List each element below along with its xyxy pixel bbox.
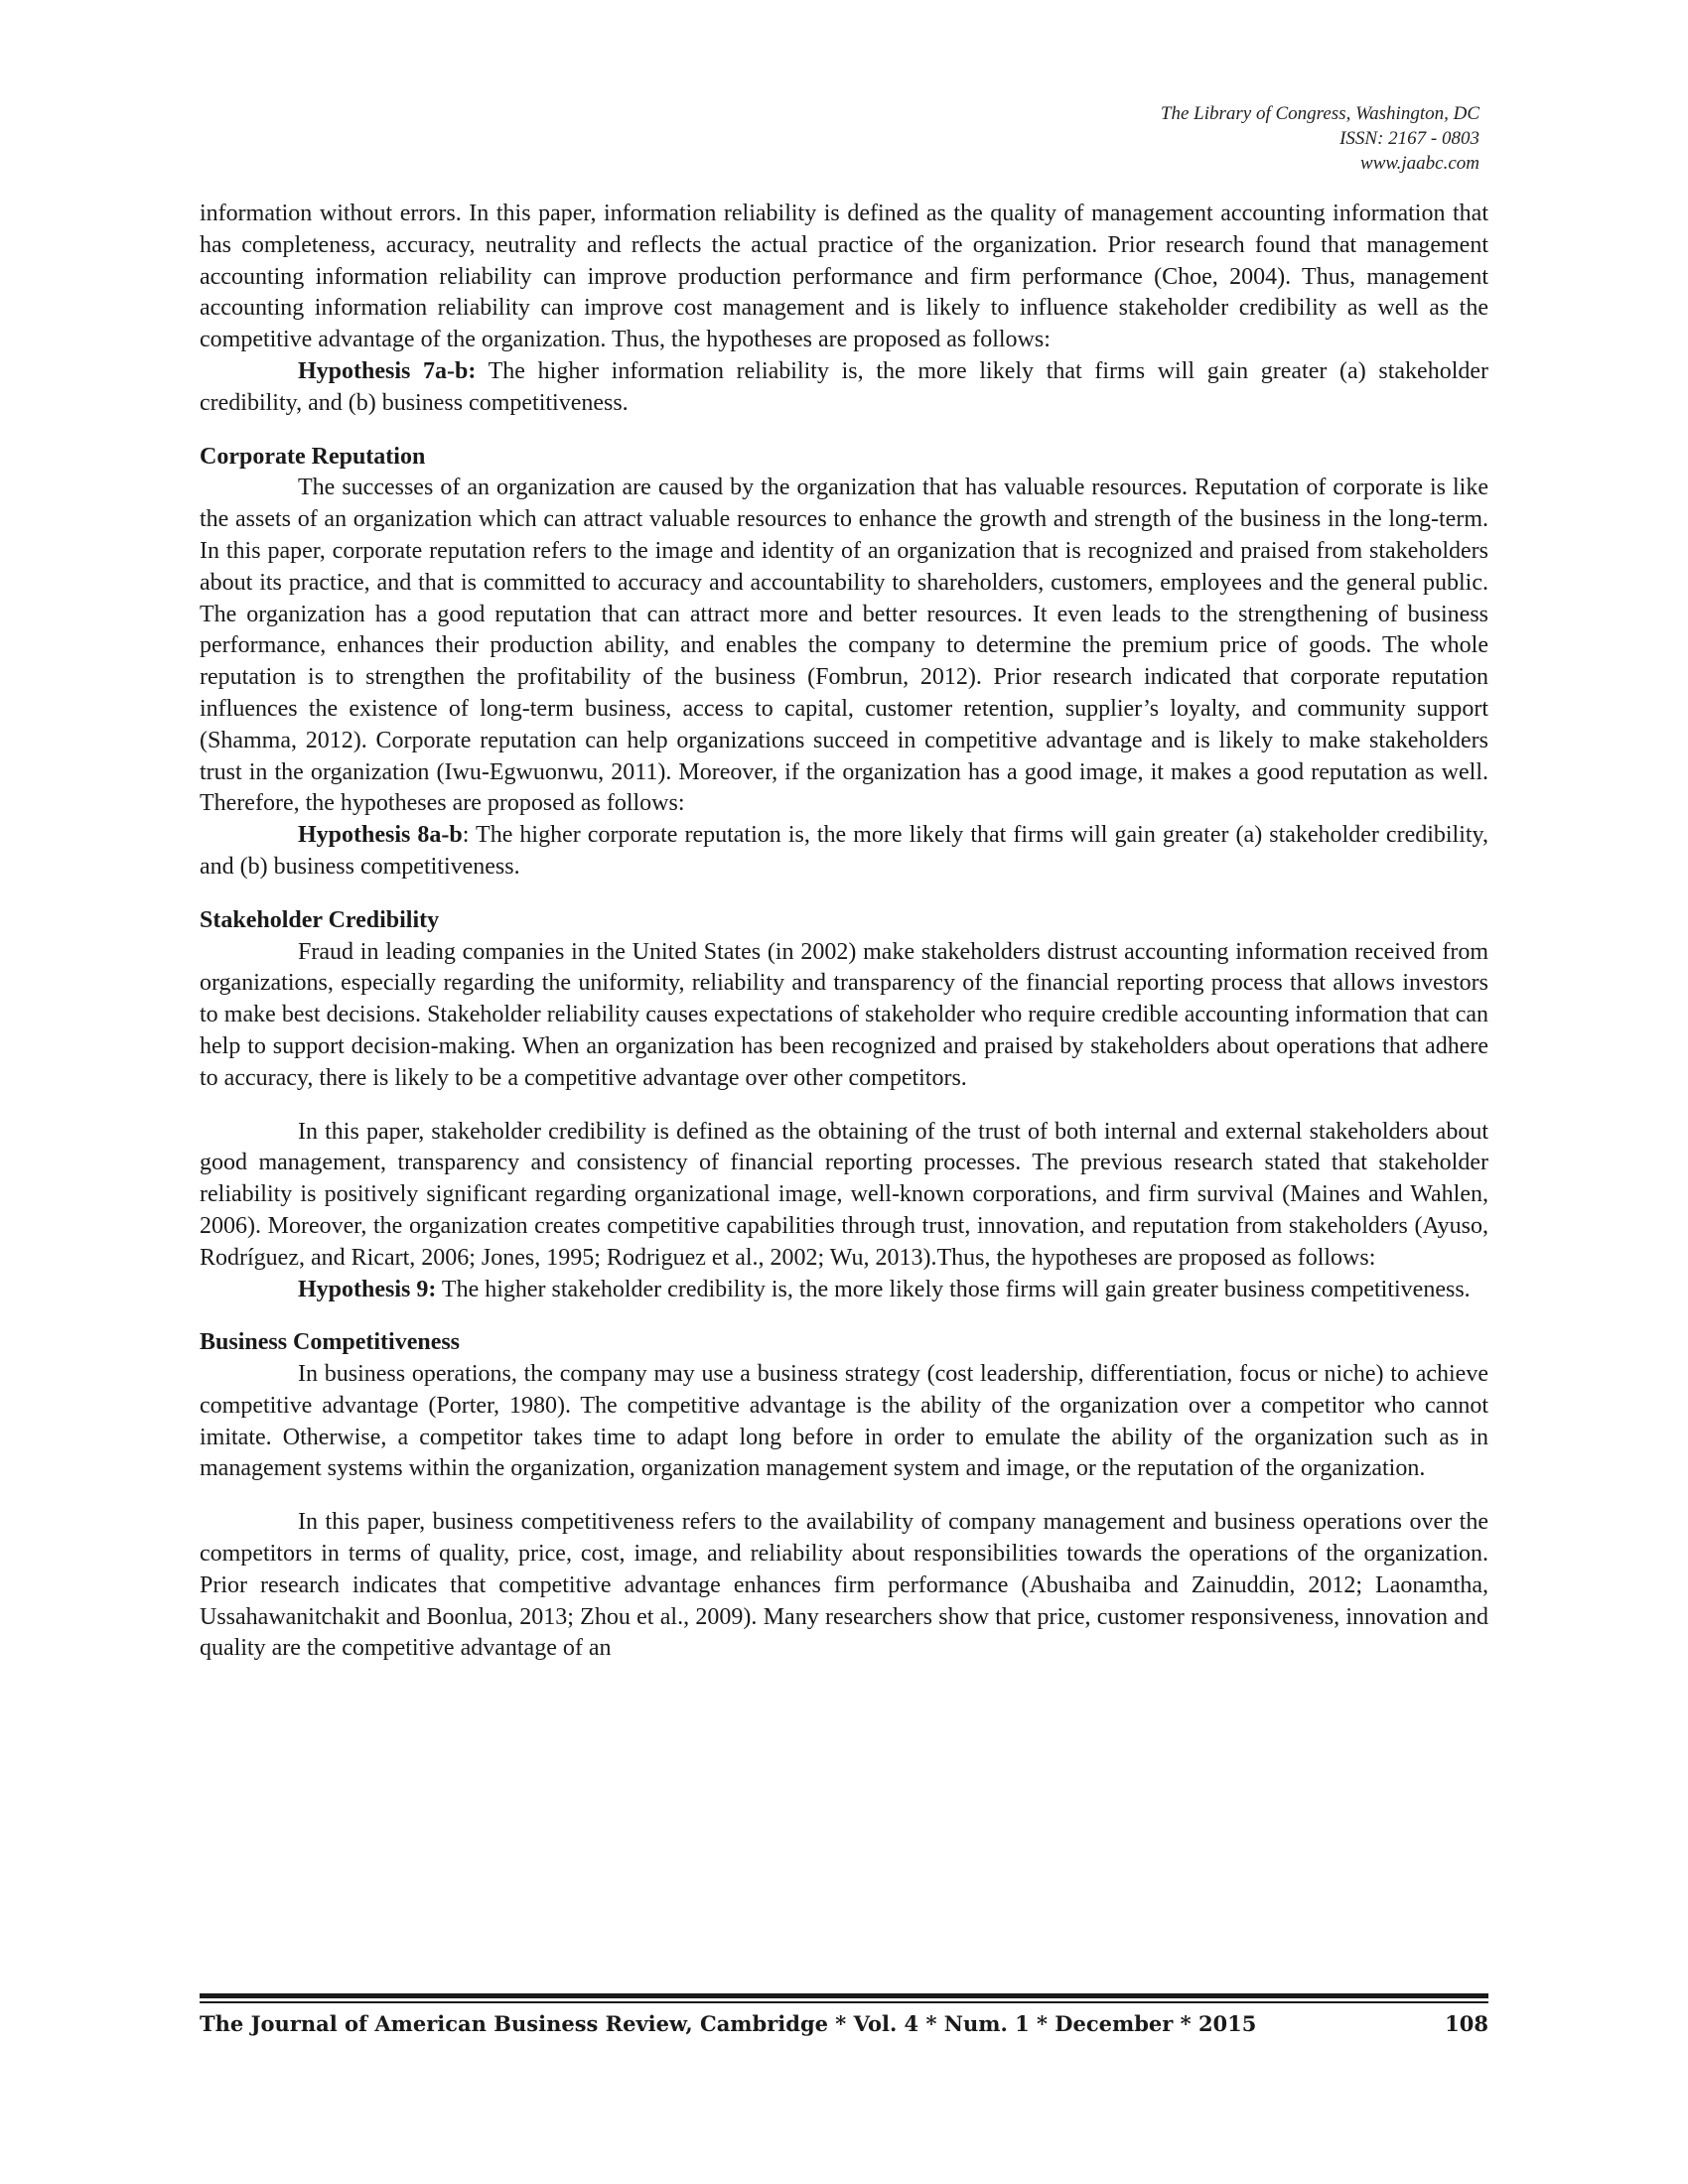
paragraph-continuation: information without errors. In this paper, information reliability is defined as the quality of management accounting information that has completeness, accuracy, neutrality and reflects the actual practice of the organization. Prior research found that management accounting information reliability can improve production performance and firm performance (Choe, 2004). Thus, management accounting information reliability can improve cost management and is likely to influence stakeholder credibility as well as the competitive advantage of the organization. Thus, the hypotheses are proposed as follows:	[200, 201, 1488, 353]
hypothesis-8-label: Hypothesis 8a-b	[298, 822, 463, 849]
hypothesis-9-label: Hypothesis 9:	[298, 1276, 437, 1302]
article-body	[200, 199, 1488, 1665]
paragraph-stakeholder-credibility-1: Fraud in leading companies in the United States (in 2002) make stakeholders distrust accounting information received from organizations, especially regarding the uniformity, reliability and transparency of the financial reporting process that allows investors to make best decisions. Stakeholder reliability causes expectations of stakeholder who require credible accounting information that can help to support decision-making. When an organization has been recognized and praised by stakeholders about operations that adhere to accuracy, there is likely to be a competitive advantage over other competitors.	[200, 938, 1488, 1091]
header-library: The Library of Congress, Washington, DC	[1160, 103, 1479, 124]
footer-journal-citation: The Journal of American Business Review, Cambridge * Vol. 4 * Num. 1 * December * 2015	[200, 2011, 1257, 2036]
footer-rule-thin	[200, 2001, 1488, 2003]
section-heading-stakeholder-credibility: Stakeholder Credibility	[200, 906, 440, 933]
paragraph-business-competitiveness-1: In business operations, the company may use a business strategy (cost leadership, differentiation, focus or niche) to achieve competitive advantage (Porter, 1980). The competitive advantage is the ability of the organization over a competitor who cannot imitate. Otherwise, a competitor takes time to adapt long before in order to emulate the ability of the organization such as in management systems within the organization, organization management system and image, or the reputation of the organization.	[200, 1361, 1488, 1482]
hypothesis-7-label: Hypothesis 7a-b:	[298, 357, 477, 384]
header-issn: ISSN: 2167 - 0803	[1339, 128, 1479, 149]
hypothesis-9	[200, 1275, 1488, 1306]
hypothesis-9-text: The higher stakeholder credibility is, the more likely those firms will gain greater business competitiveness.	[436, 1276, 1471, 1302]
hypothesis-7-text: The higher information reliability is, the more likely that firms will gain greater (a) stakeholder credibility, and (b) business competitiveness.	[200, 357, 1489, 416]
header-website: www.jaabc.com	[1360, 153, 1479, 174]
running-footer	[200, 2011, 1488, 2036]
hypothesis-8	[200, 820, 1488, 884]
hypothesis-7	[200, 356, 1488, 420]
hypothesis-8-text: : The higher corporate reputation is, the more likely that firms will gain greater (a) stakeholder credibility, and (b) business competitiveness.	[200, 822, 1488, 880]
paragraph-business-competitiveness-2: In this paper, business competitiveness refers to the availability of company management and business operations over the competitors in terms of quality, price, cost, image, and reliability about responsibilities towards the operations of the organization. Prior research indicates that competitive advantage enhances firm performance (Abushaiba and Zainuddin, 2012; Laonamtha, Ussahawanitchakit and Boonlua, 2013; Zhou et al., 2009). Many researchers show that price, customer responsiveness, innovation and quality are the competitive advantage of an	[200, 1509, 1488, 1662]
section-heading-corporate-reputation: Corporate Reputation	[200, 443, 426, 470]
section-heading-business-competitiveness: Business Competitiveness	[200, 1329, 461, 1356]
footer-rule-thick	[200, 1993, 1488, 1998]
running-header	[1161, 101, 1479, 176]
paragraph-stakeholder-credibility-2: In this paper, stakeholder credibility is defined as the obtaining of the trust of both internal and external stakeholders about good management, transparency and consistency of financial reporting processes. The previous research stated that stakeholder reliability is positively significant regarding organizational image, well-known corporations, and firm survival (Maines and Wahlen, 2006). Moreover, the organization creates competitive capabilities through trust, innovation, and reputation from stakeholders (Ayuso, Rodríguez, and Ricart, 2006; Jones, 1995; Rodriguez et al., 2002; Wu, 2013).Thus, the hypotheses are proposed as follows:	[200, 1118, 1488, 1271]
paragraph-corporate-reputation: The successes of an organization are caused by the organization that has valuable resources. Reputation of corporate is like the assets of an organization which can attract valuable resources to enhance the growth and strength of the business in the long-term. In this paper, corporate reputation refers to the image and identity of an organization that is recognized and praised from stakeholders about its practice, and that is committed to accuracy and accountability to shareholders, customers, employees and the general public. The organization has a good reputation that can attract more and better resources. It even leads to the strengthening of business performance, enhances their production ability, and enables the company to determine the premium price of goods. The whole reputation is to strengthen the profitability of the business (Fombrun, 2012). Prior research indicated that corporate reputation influences the existence of long-term business, access to capital, customer retention, supplier’s loyalty, and community support (Shamma, 2012). Corporate reputation can help organizations succeed in competitive advantage and is likely to make stakeholders trust in the organization (Iwu-Egwuonwu, 2011). Moreover, if the organization has a good image, it makes a good reputation as well. Therefore, the hypotheses are proposed as follows:	[200, 475, 1488, 817]
page-number: 108	[1445, 2011, 1488, 2036]
